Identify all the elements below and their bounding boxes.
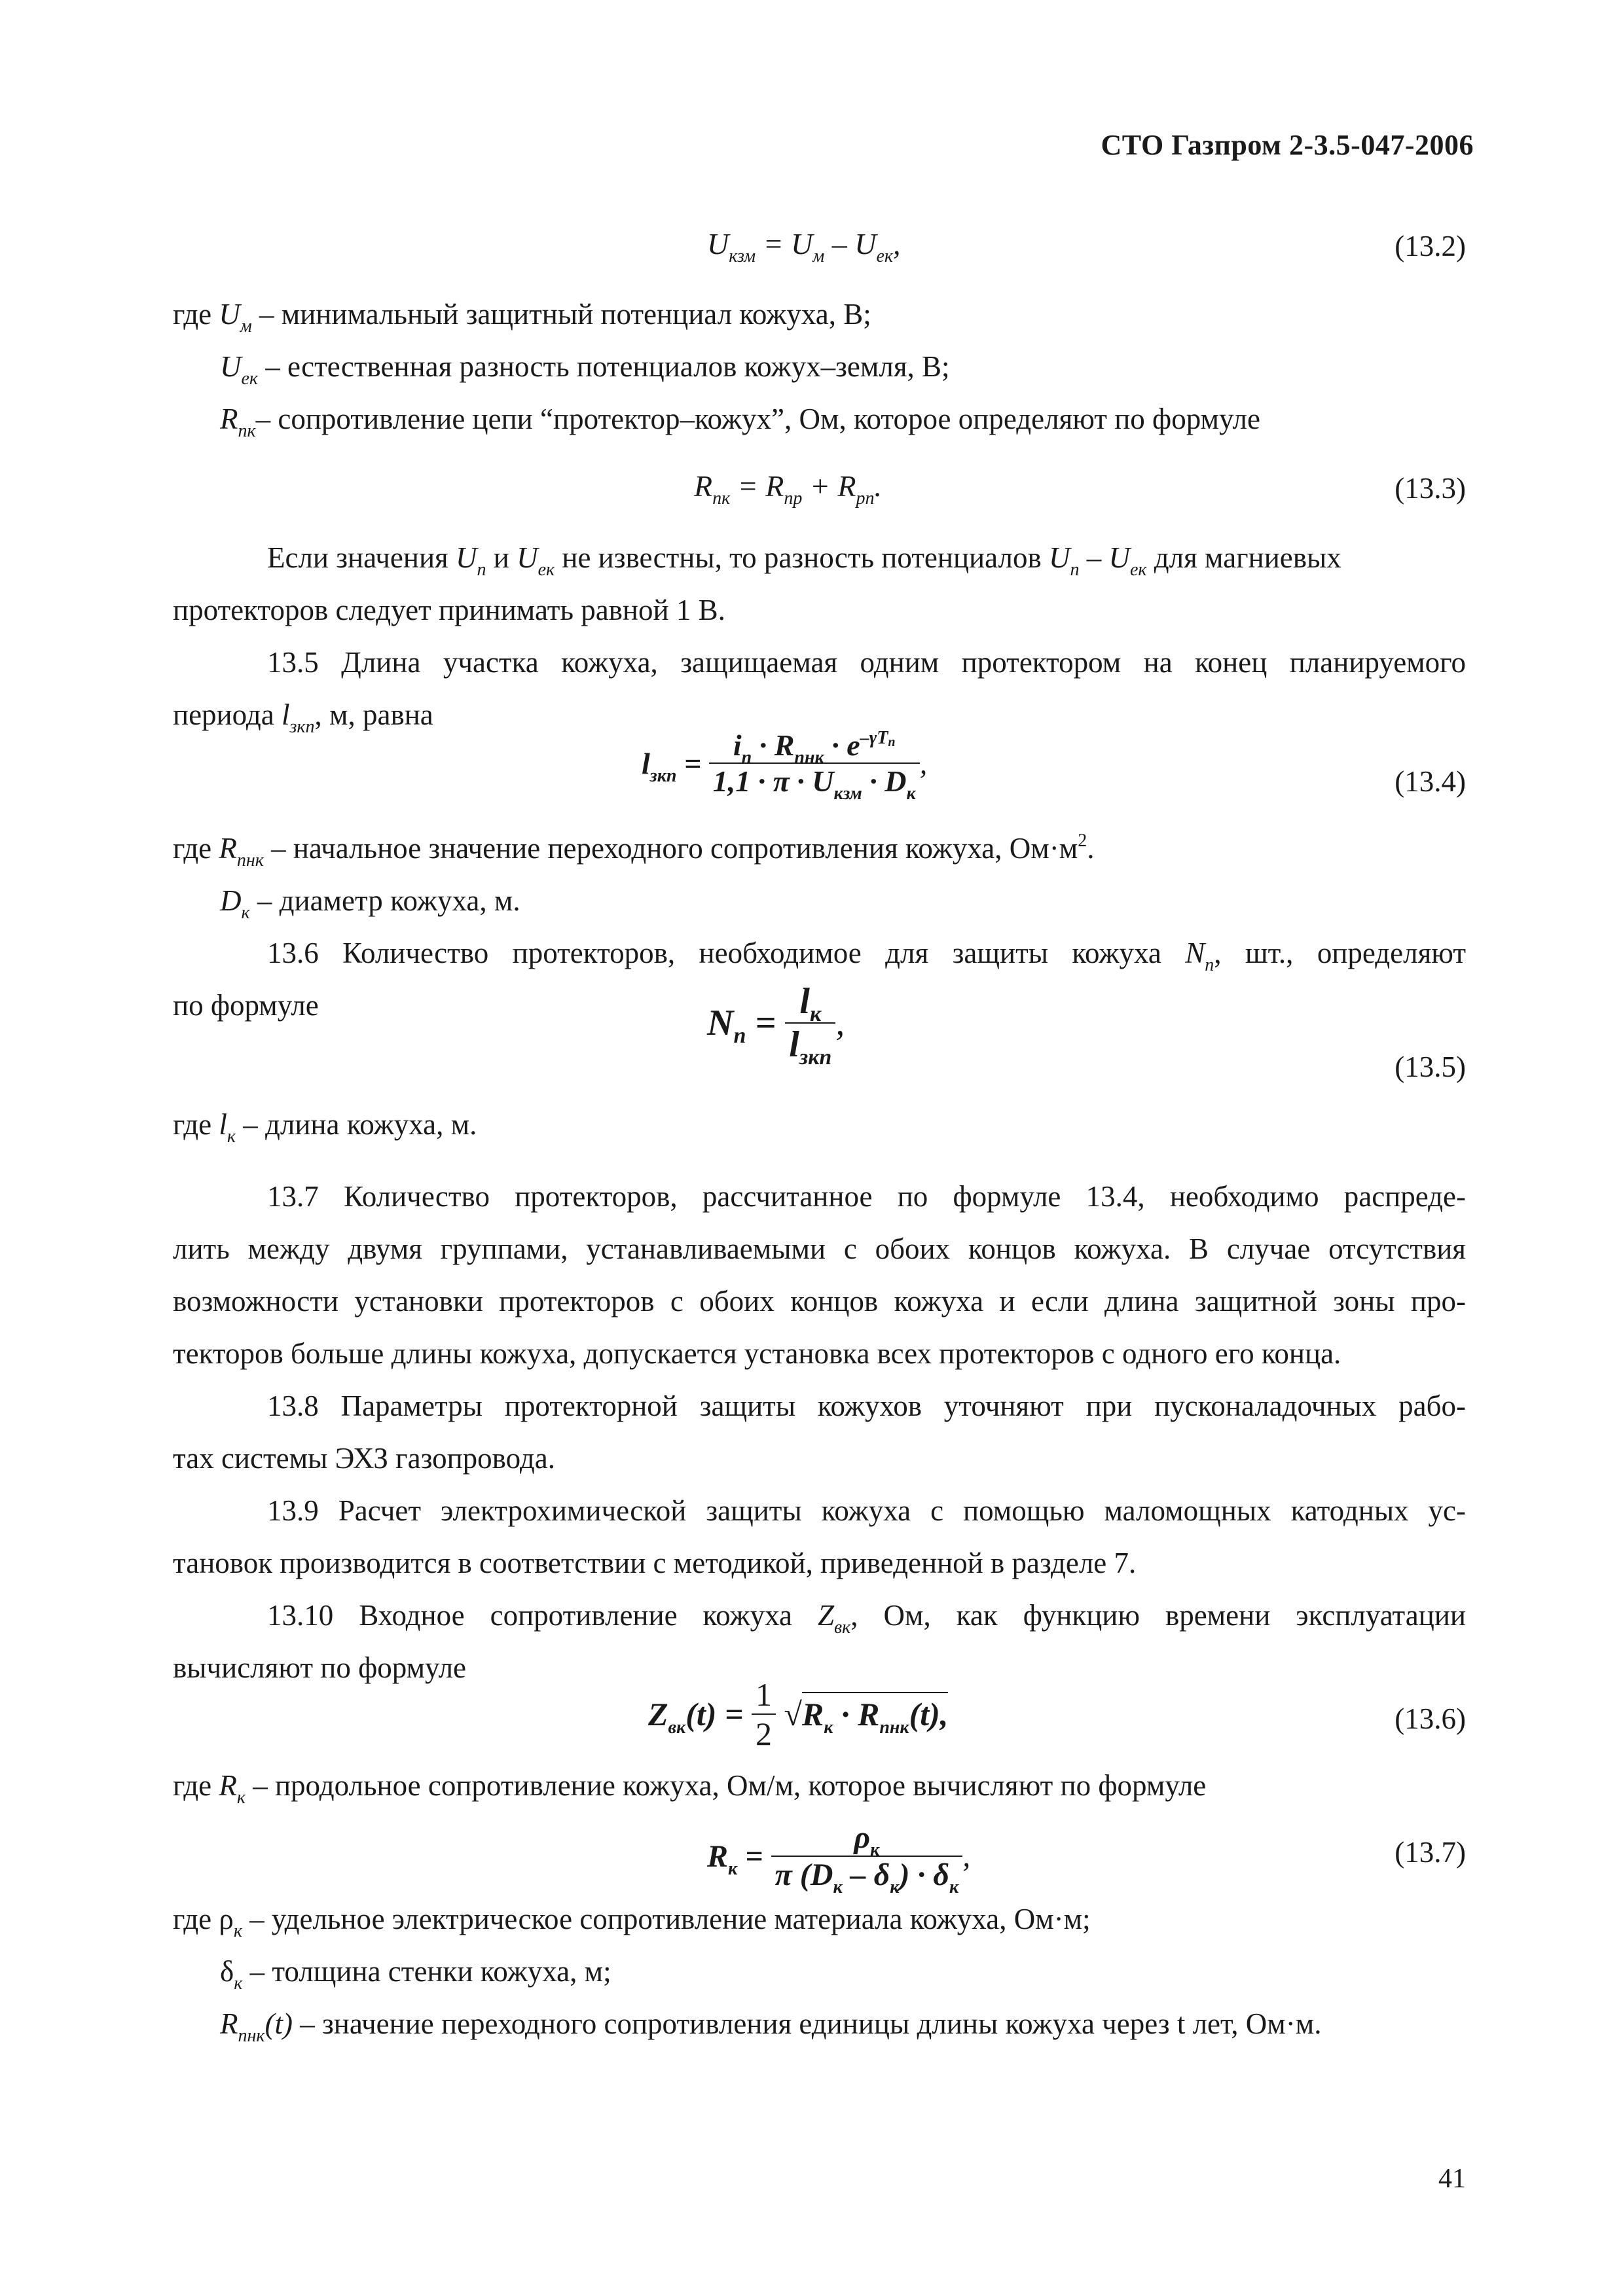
text-line: где $R_к$ – продольное сопротивление кожуха, Ом/м, которое вычисляют по формуле (173, 1769, 1207, 1808)
equation-number: (13.3) (1395, 472, 1466, 505)
text-line: $U_{ек}$ – естественная разность потенциалов кожух–земля, В; (220, 350, 950, 389)
text-line: периода $l_{зкп}$, м, равна (173, 698, 433, 737)
formula-13-4: $l_{зкп}$ = $\frac{i_п \cdot R_{пнк} \cdot e^{-\gamma T_п}}{1,1 \cdot \pi \cdot U_{кзм} \cdot D_к}$ , (642, 728, 928, 804)
text-line: $R_{пнк}(t)$ – значение переходного сопротивления единицы длины кожуха через t лет, Ом·м. (220, 2007, 1322, 2046)
text-line: где $\rho_к$ – удельное электрическое сопротивление материала кожуха, Ом·м; (173, 1903, 1091, 1941)
text-line: текторов больше длины кожуха, допускается установка всех протекторов с одного его конца. (173, 1337, 1341, 1370)
text-line: 13.10 Входное сопротивление кожуха $Z_{вк}$, Ом, как функцию времени эксплуатации (267, 1599, 1466, 1638)
text-line: Если значения $U_п$ и $U_{ек}$ не известны, то разность потенциалов $U_п - U_{ек}$ для магниевых (267, 541, 1341, 580)
text-line: протекторов следует принимать равной 1 В. (173, 594, 725, 626)
document-header: СТО Газпром 2-3.5-047-2006 (1101, 129, 1474, 161)
text-line: 13.6 Количество протекторов, необходимое для защиты кожуха $N_п$, шт., определяют (267, 937, 1467, 975)
text-line: где $U_м$ – минимальный защитный потенциал кожуха, В; (173, 298, 871, 336)
equation-number: (13.6) (1395, 1702, 1466, 1735)
text-line: тах системы ЭХЗ газопровода. (173, 1442, 555, 1475)
text-line: тановок производится в соответствии с методикой, приведенной в разделе 7. (173, 1547, 1137, 1579)
formula-13-7: $R_к$ = $\frac{\rho_к}{\pi (D_к - \delta_к) \cdot \delta_к}$ , (707, 1820, 971, 1897)
text-line: $D_к$ – диаметр кожуха, м. (220, 884, 520, 923)
formula-13-6: $Z_{вк}(t)$ = $\frac{1}{2}$ $√R_к \cdot R_{пнк}(t)$, (648, 1676, 949, 1752)
text-line: возможности установки протекторов с обоих концов кожуха и если длина защитной зоны про- (173, 1285, 1466, 1318)
formula-13-2: $U_{кзм} = U_м - U_{ек}$, (707, 227, 901, 266)
text-line: вычисляют по формуле (173, 1651, 467, 1684)
text-line: 13.9 Расчет электрохимической защиты кожуха с помощью маломощных катодных ус- (267, 1494, 1466, 1527)
text-line: по формуле (173, 989, 319, 1022)
text-line: $R_{пк}-$ сопротивление цепи “протектор–кожух”, Ом, которое определяют по формуле (220, 403, 1260, 441)
formula-13-5: $N_п$ = $\frac{l_к}{l_{зкп}}$ , (707, 981, 845, 1069)
text-line: лить между двумя группами, устанавливаемыми с обоих концов кожуха. В случае отсутствия (173, 1232, 1466, 1265)
text-line: $\delta_к$ – толщина стенки кожуха, м; (220, 1955, 611, 1994)
equation-number: (13.2) (1395, 230, 1466, 262)
equation-number: (13.7) (1395, 1836, 1466, 1869)
formula-13-3: $R_{пк} = R_{пр} + R_{рп}$. (694, 469, 882, 509)
equation-number: (13.5) (1395, 1050, 1466, 1083)
text-line: где $R_{пнк}$ – начальное значение переходного сопротивления кожуха, $Ом\cdot м^2$. (173, 831, 1095, 870)
text-line: 13.5 Длина участка кожуха, защищаемая одним протектором на конец планируемого (267, 646, 1466, 679)
text-line: 13.7 Количество протекторов, рассчитанное по формуле 13.4, необходимо распреде- (267, 1180, 1466, 1213)
page-number: 41 (1438, 2164, 1466, 2194)
text-line: где $l_к$ – длина кожуха, м. (173, 1108, 477, 1147)
text-line: 13.8 Параметры протекторной защиты кожухов уточняют при пусконаладочных рабо- (267, 1390, 1466, 1422)
equation-number: (13.4) (1395, 765, 1466, 798)
